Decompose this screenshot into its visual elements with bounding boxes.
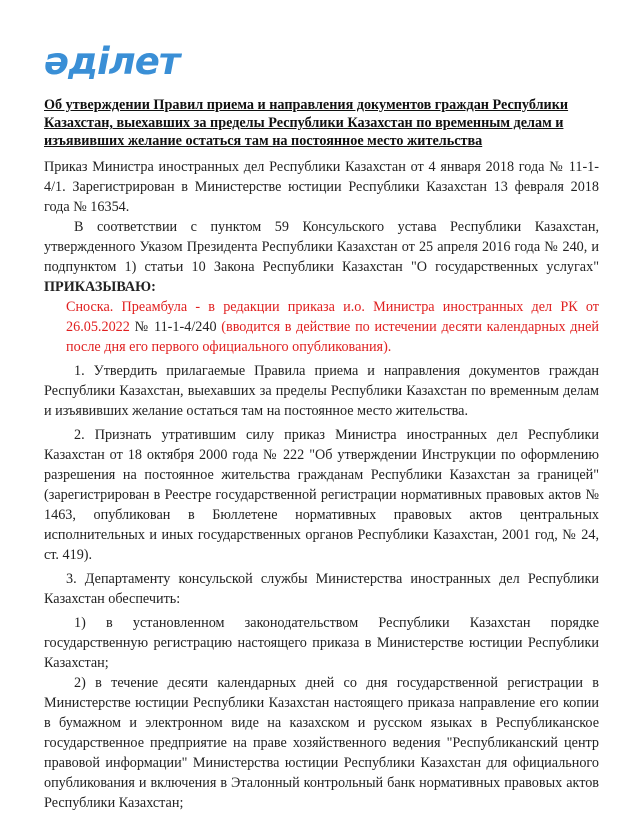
- order-header-paragraph: Приказ Министра иностранных дел Республики Казахстан от 4 января 2018 года № 11-1-4/1. Зарегистрирован в Министерстве юстиции Республики Казахстан 13 февраля 2018 года № 16354.: [44, 159, 599, 215]
- document-title: Об утверждении Правил приема и направления документов граждан Республики Казахстан, выехавших за пределы Республики Казахстан по временным делам и изъявивших желание остаться там на постоянное место жительства: [44, 97, 569, 149]
- item-2-paragraph: 2. Признать утратившим силу приказ Министра иностранных дел Республики Казахстан от 18 октября 2000 года № 222 "Об утверждении Инструкции по оформлению разрешения на постоянное жительства гражданам Республики Казахстан за границей" (зарегистрирован в Реестре государственной регистрации нормативных правовых актов № 1463, опубликован в Бюллетене нормативных правовых актов центральных исполнительных и иных государственных органов Республики Казахстан, 2001 год, № 24, ст. 419).: [44, 427, 599, 563]
- order-word: ПРИКАЗЫВАЮ:: [44, 279, 156, 295]
- logo-text: әділет: [44, 40, 180, 83]
- footnote-order-number[interactable]: № 11-1-4/240: [134, 319, 217, 335]
- item-3-1-paragraph: 1) в установленном законодательством Республики Казахстан порядке государственную регистрацию настоящего приказа в Министерстве юстиции Республики Казахстан;: [44, 615, 599, 671]
- footnote-paragraph: [44, 297, 599, 357]
- footnote-text-a: Сноска. Преамбула - в редакции приказа и.о. Министра иностранных дел РК от 26.05.2022: [66, 299, 599, 335]
- adilet-logo[interactable]: [44, 40, 184, 84]
- footnote-text-b: (вводится в действие по истечении десяти календарных дней после дня его первого официального опубликования).: [66, 319, 600, 355]
- document-body: [44, 157, 599, 813]
- item-1-paragraph: 1. Утвердить прилагаемые Правила приема и направления документов граждан Республики Казахстан, выехавших за пределы Республики Казахстан по временным делам и изъявивших желание остаться там на постоянное место жительства.: [44, 363, 599, 419]
- preamble-paragraph: [44, 217, 599, 297]
- item-3-paragraph: 3. Департаменту консульской службы Министерства иностранных дел Республики Казахстан обеспечить:: [44, 571, 599, 607]
- item-3-2-paragraph: 2) в течение десяти календарных дней со дня государственной регистрации в Министерстве юстиции Республики Казахстан настоящего приказа направление его копии в бумажном и электронном виде на казахском и русском языках в Республиканское государственное предприятие на праве хозяйственного ведения "Республиканский центр правовой информации" Министерства юстиции Республики Казахстан для официального опубликования и включения в Эталонный контрольный банк нормативных правовых актов Республики Казахстан;: [44, 675, 599, 811]
- preamble-text: В соответствии с пунктом 59 Консульского устава Республики Казахстан, утвержденного Указом Президента Республики Казахстан от 25 апреля 2016 года № 240, и подпунктом 1) статьи 10 Закона Республики Казахстан "О государственных услугах": [44, 219, 599, 275]
